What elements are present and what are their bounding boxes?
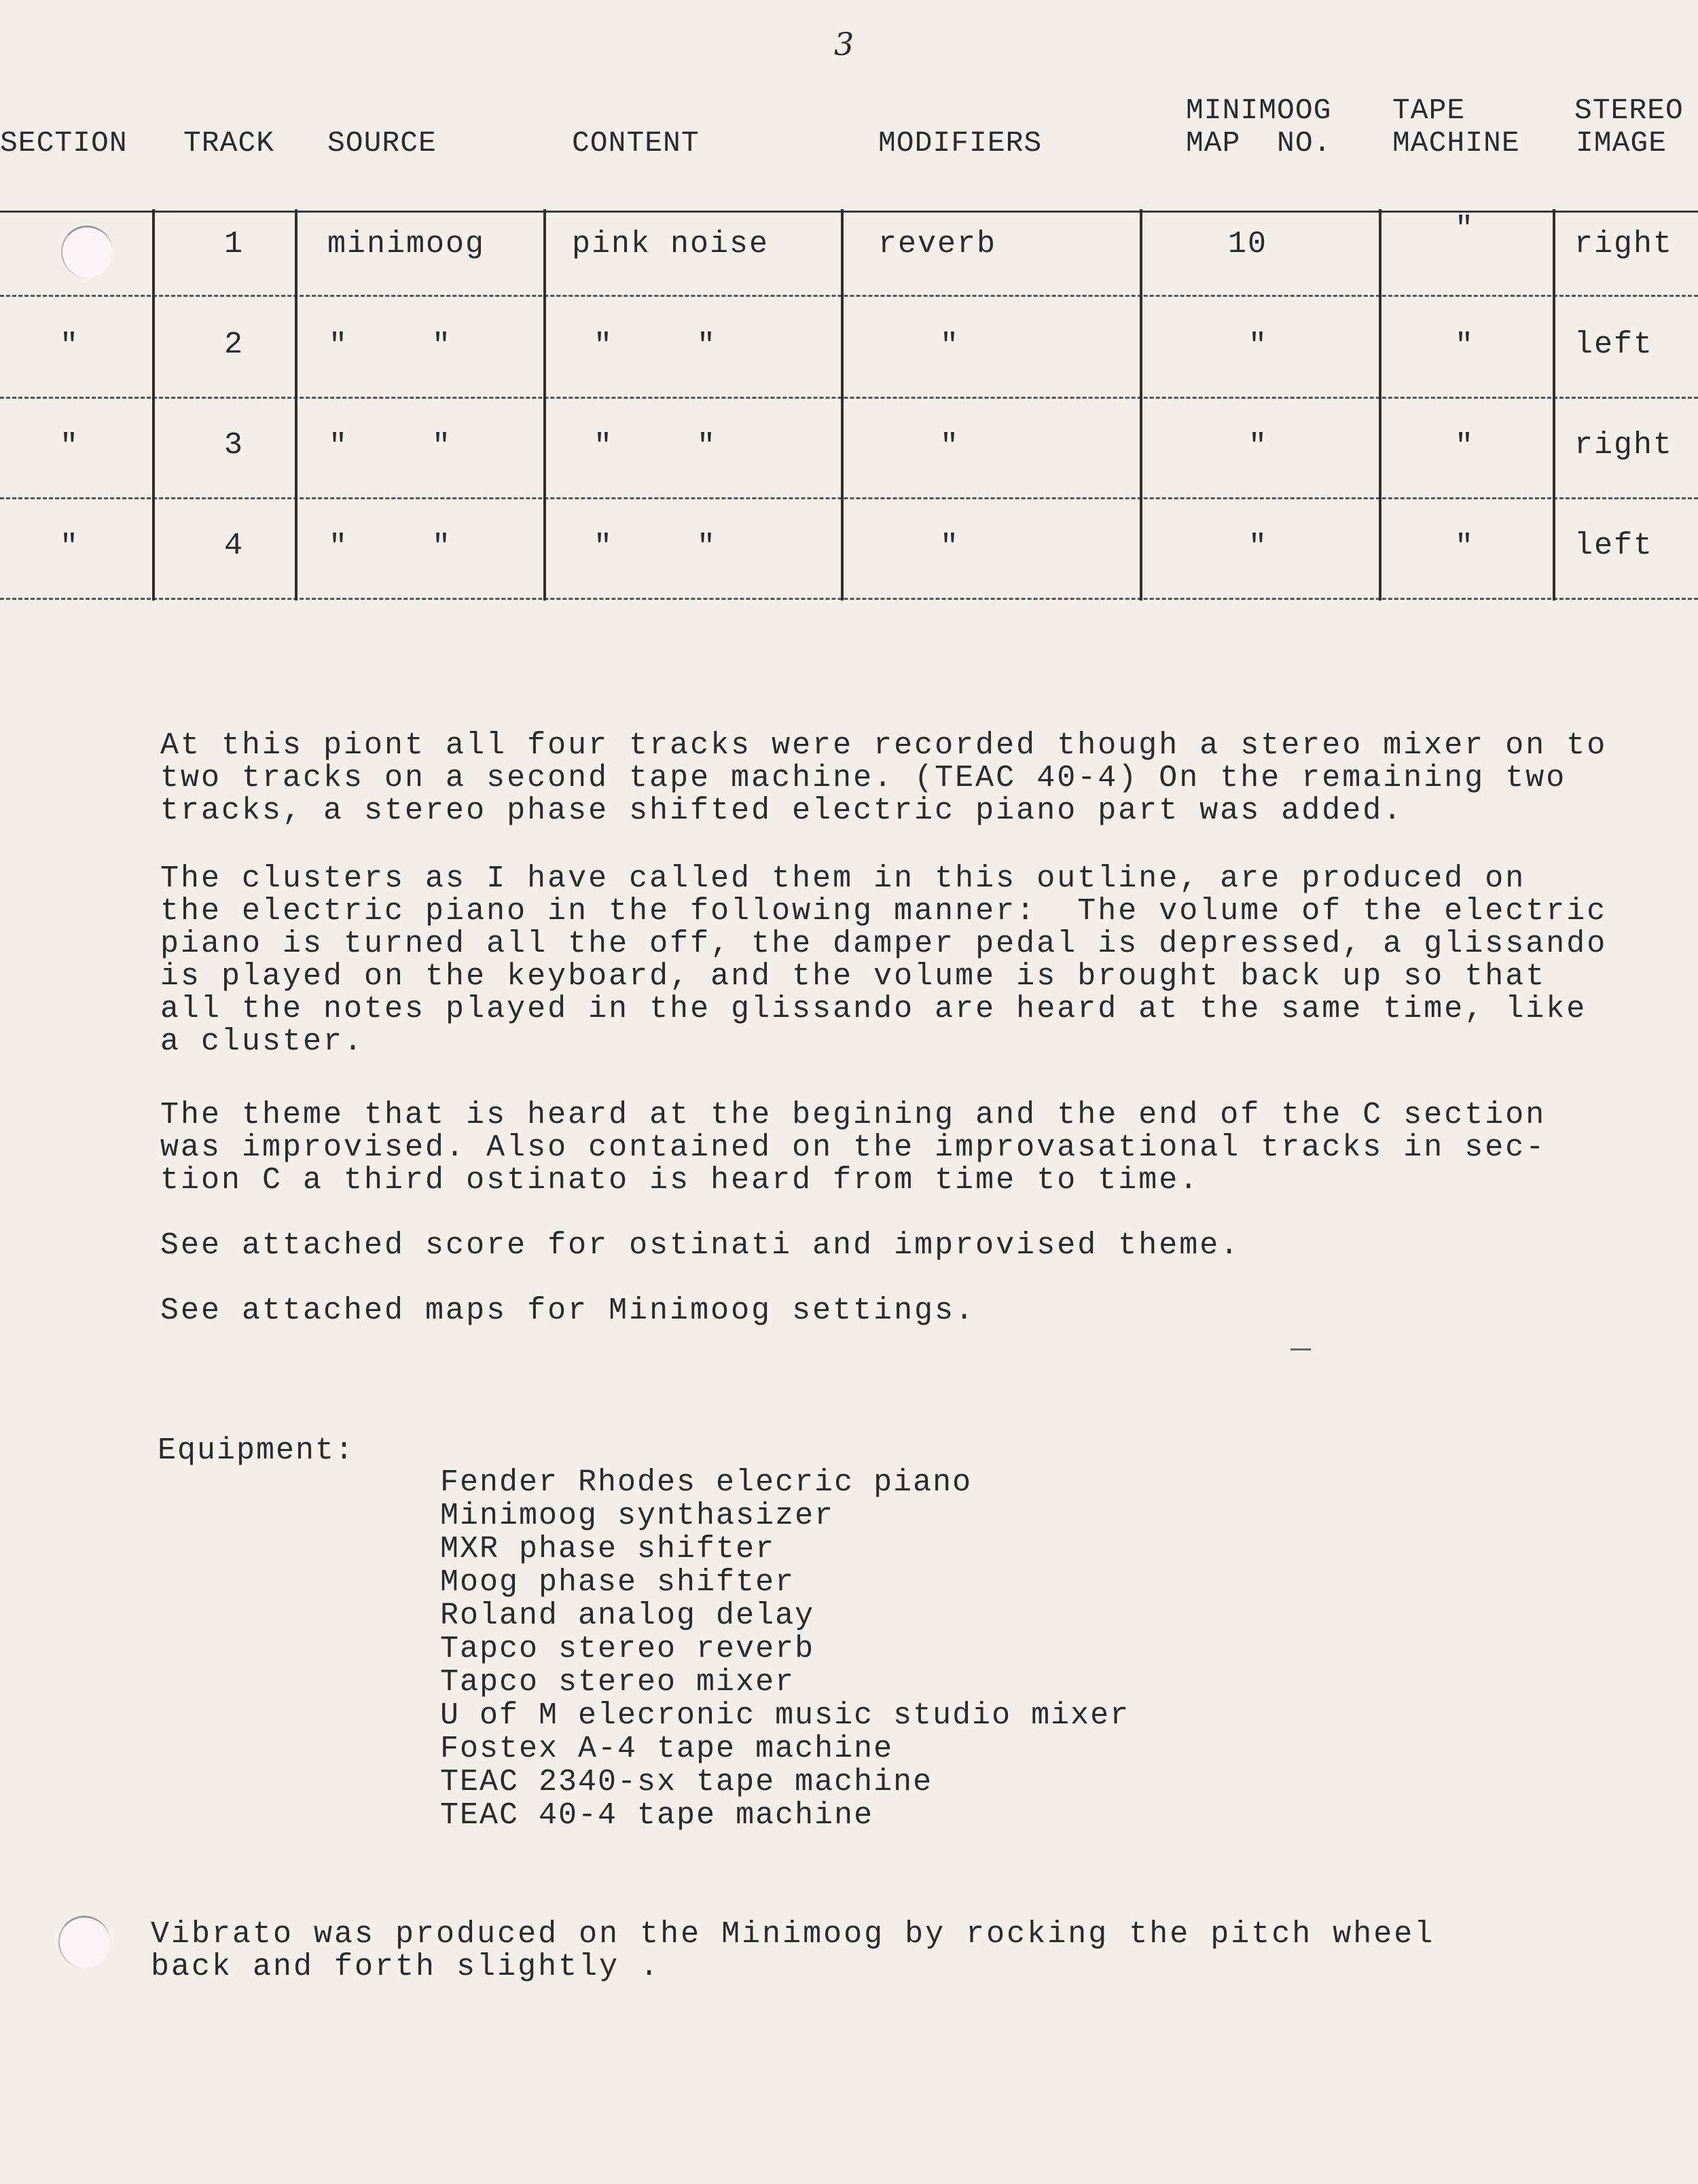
- equipment-item: TEAC 2340-sx tape machine: [440, 1765, 933, 1800]
- paragraph-score-note: See attached score for ostinati and improvised theme.: [160, 1228, 1241, 1263]
- column-divider: [1553, 209, 1555, 601]
- table-cell-source-b: ": [432, 530, 452, 565]
- table-cell-modifiers: reverb: [878, 227, 997, 262]
- header-tape-line2: MACHINE: [1392, 126, 1520, 160]
- table-cell-tape: ": [1455, 212, 1475, 247]
- paragraph-clusters: The clusters as I have called them in this outline, are produced on the electric piano in the following manner: The volume of the electric piano is turned all the off, the damper pedal is depressed, a glissando is played on the keyboard, and the volume is brought back up so that all the notes played in the glissando are heard at the same time, like a cluster.: [160, 861, 1608, 1059]
- table-cell-map: ": [1248, 530, 1269, 565]
- table-cell-content: ": [594, 429, 614, 464]
- column-divider: [543, 209, 546, 601]
- binder-hole: [61, 226, 113, 278]
- header-stereo-line2: IMAGE: [1576, 126, 1667, 160]
- table-top-rule: [0, 211, 1698, 213]
- table-cell-content: pink noise: [572, 227, 770, 262]
- equipment-item: MXR phase shifter: [440, 1532, 776, 1567]
- equipment-item: TEAC 40-4 tape machine: [440, 1798, 874, 1833]
- table-cell-tape: ": [1455, 530, 1475, 565]
- table-cell-modifiers: ": [940, 329, 960, 363]
- equipment-item: Moog phase shifter: [440, 1565, 795, 1600]
- table-cell-track: 2: [224, 327, 245, 362]
- equipment-list: [440, 1466, 1130, 1832]
- column-divider: [295, 209, 297, 601]
- table-cell-source: minimoog: [327, 227, 486, 262]
- header-map-line2: MAP NO.: [1186, 126, 1332, 160]
- header-tape-line1: TAPE: [1392, 94, 1466, 127]
- column-divider: [152, 209, 155, 601]
- footnote-vibrato: Vibrato was produced on the Minimoog by rocking the pitch wheel back and forth slightly .: [151, 1917, 1435, 1984]
- table-cell-section: ": [60, 530, 80, 565]
- header-stereo-line1: STEREO: [1574, 94, 1684, 127]
- equipment-item: U of M elecronic music studio mixer: [440, 1698, 1130, 1733]
- table-cell-tape: ": [1455, 429, 1475, 464]
- equipment-item: Fender Rhodes elecric piano: [440, 1465, 973, 1500]
- binder-hole: [58, 1916, 110, 1968]
- table-cell-content-b: ": [697, 530, 717, 565]
- header-content: CONTENT: [572, 126, 700, 160]
- table-cell-source: ": [329, 429, 349, 464]
- table-cell-content-b: ": [697, 329, 717, 363]
- table-cell-track: 4: [224, 529, 245, 563]
- paragraph-recording: At this piont all four tracks were recorded though a stereo mixer on to two tracks on a second tape machine. (TEAC 40-4) On the remaining two tracks, a stereo phase shifted electric piano part was added.: [160, 728, 1608, 828]
- table-cell-map: ": [1248, 429, 1269, 464]
- row-divider: [0, 598, 1698, 600]
- row-divider: [0, 397, 1698, 399]
- table-cell-stereo: right: [1574, 227, 1674, 262]
- table-cell-stereo: left: [1574, 327, 1654, 362]
- header-source: SOURCE: [327, 126, 437, 160]
- table-cell-content: ": [594, 530, 614, 565]
- table-cell-track: 1: [224, 227, 245, 262]
- column-divider: [1140, 209, 1142, 601]
- row-divider: [0, 295, 1698, 297]
- header-map-line1: MINIMOOG: [1186, 94, 1332, 127]
- equipment-item: Tapco stereo reverb: [440, 1632, 815, 1666]
- table-cell-modifiers: ": [940, 429, 960, 464]
- table-cell-source: ": [329, 530, 349, 565]
- header-section: SECTION: [0, 126, 128, 160]
- table-cell-section: ": [60, 429, 80, 464]
- equipment-item: Tapco stereo mixer: [440, 1665, 795, 1700]
- page-number: 3: [834, 26, 854, 62]
- table-cell-stereo: left: [1574, 529, 1654, 563]
- column-divider: [1379, 209, 1381, 601]
- equipment-label: Equipment:: [158, 1433, 355, 1468]
- stray-mark: [1290, 1348, 1311, 1350]
- table-cell-map: 10: [1228, 227, 1268, 262]
- header-track: TRACK: [183, 126, 275, 160]
- table-cell-map: ": [1248, 329, 1269, 363]
- equipment-item: Minimoog synthasizer: [440, 1499, 835, 1533]
- equipment-item: Roland analog delay: [440, 1598, 815, 1633]
- table-cell-content: ": [594, 329, 614, 363]
- table-cell-track: 3: [224, 428, 245, 463]
- table-cell-source: ": [329, 329, 349, 363]
- paragraph-maps-note: See attached maps for Minimoog settings.: [160, 1293, 976, 1328]
- row-divider: [0, 497, 1698, 499]
- table-cell-tape: ": [1455, 329, 1475, 363]
- table-cell-section: ": [60, 329, 80, 363]
- equipment-item: Fostex A-4 tape machine: [440, 1732, 894, 1766]
- table-cell-stereo: right: [1574, 428, 1674, 463]
- paragraph-theme: The theme that is heard at the begining and the end of the C section was improvised. Also contained on the improvasational tracks in sec- tion C a third ostinato is heard from time to time.: [160, 1098, 1547, 1198]
- table-cell-content-b: ": [697, 429, 717, 464]
- table-cell-source-b: ": [432, 429, 452, 464]
- table-cell-modifiers: ": [940, 530, 960, 565]
- table-cell-source-b: ": [432, 329, 452, 363]
- column-divider: [841, 209, 844, 601]
- header-modifiers: MODIFIERS: [878, 126, 1043, 160]
